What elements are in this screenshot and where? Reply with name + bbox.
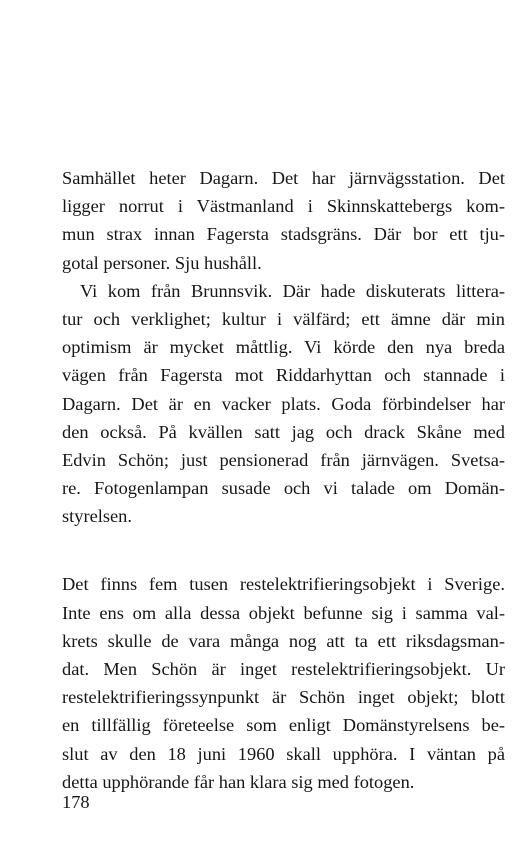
paragraph-dagarn — [62, 164, 505, 277]
text-line: vägen från Fagersta mot Riddarhyttan och stannade i — [62, 365, 505, 386]
text-line: styrelsen. — [62, 506, 132, 527]
text-line: Samhället heter Dagarn. Det har järnvägsstation. Det — [62, 168, 505, 188]
text-line: krets skulle de vara många nog att ta ett riksdagsman- — [62, 630, 505, 651]
text-line: dat. Men Schön är inget restelektrifieringsobjekt. Ur — [62, 659, 505, 679]
text-line: Det finns fem tusen restelektrifieringsobjekt i Sverige. — [62, 574, 505, 595]
text-line: Inte ens om alla dessa objekt befunne sig i samma val- — [62, 602, 505, 623]
text-line: optimism är mycket måttlig. Vi körde den nya breda — [62, 337, 505, 358]
text-line: en tillfällig företeelse som enligt Domänstyrelsens be- — [62, 715, 505, 736]
text-line: Edvin Schön; just pensionerad från järnvägen. Svetsa- — [62, 449, 505, 470]
text-line: slut av den 18 juni 1960 skall upphöra. I väntan på — [62, 743, 505, 764]
text-line: den också. På kvällen satt jag och drack Skåne med — [62, 421, 505, 442]
book-page-body — [62, 164, 505, 796]
text-line: ligger norrut i Västmanland i Skinnskattebergs kom- — [62, 196, 505, 217]
text-line: detta upphörande får han klara sig med fotogen. — [62, 771, 415, 792]
text-line: Dagarn. Det är en vacker plats. Goda förbindelser har — [62, 393, 505, 414]
page-number: 178 — [62, 792, 90, 812]
text-line: re. Fotogenlampan susade och vi talade om Domän- — [62, 478, 505, 499]
text-line: tur och verklighet; kultur i välfärd; ett ämne där min — [62, 308, 505, 329]
text-line: mun strax innan Fagersta stadsgräns. Där bor ett tju- — [62, 224, 505, 245]
text-line: Vi kom från Brunnsvik. Där hade diskuterats littera- — [80, 280, 505, 301]
section-break — [62, 530, 505, 570]
text-line: restelektrifieringssynpunkt är Schön inget objekt; blott — [62, 687, 505, 708]
text-line: gotal personer. Sju hushåll. — [62, 252, 262, 273]
paragraph-restelektrifiering — [62, 570, 505, 796]
paragraph-brunnsvik — [62, 277, 505, 531]
